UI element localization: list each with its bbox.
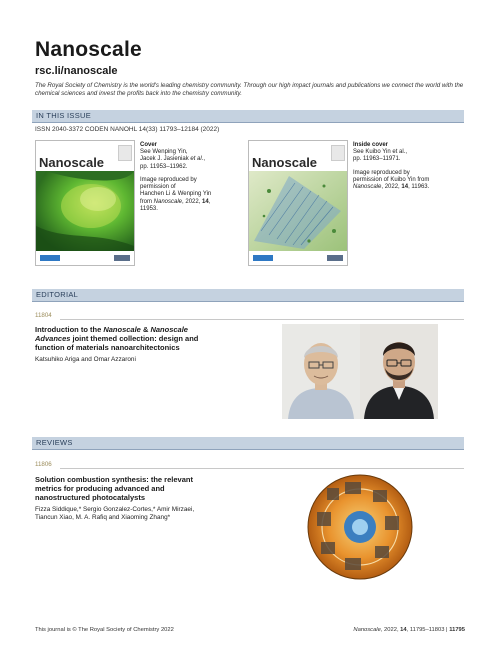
- cover-badge: [118, 145, 132, 161]
- cover-pages[interactable]: pp. 11953–11962.: [140, 163, 188, 170]
- review-page-number: 11806: [35, 461, 52, 468]
- editorial-page-number: 11804: [35, 312, 52, 319]
- rsc-logo-icon: [40, 255, 60, 261]
- journal-title: Nanoscale: [35, 38, 142, 61]
- inside-cover-credit2: permission of Kuibo Yin from: [353, 176, 430, 183]
- inside-cover-caption: [353, 142, 463, 191]
- cover-credit2: permission of: [140, 184, 176, 191]
- cover-journal-name: Nanoscale: [39, 155, 105, 170]
- section-title: EDITORIAL: [36, 290, 79, 299]
- inside-cover-pages[interactable]: pp. 11963–11971.: [353, 156, 401, 163]
- review-title[interactable]: Solution combustion synthesis: the relevant metrics for producing advanced and nanostructured photocatalysts: [35, 475, 193, 502]
- inside-cover-label: Inside cover: [353, 142, 389, 148]
- journal-url[interactable]: rsc.li/nanoscale: [35, 65, 118, 77]
- footer-citation: Nanoscale, 2022, 14, 11795–11803 | 11795: [353, 627, 465, 633]
- cover-artwork: [36, 171, 134, 251]
- publisher-logo-icon: [327, 255, 343, 261]
- cover-credit5: 11953.: [140, 206, 158, 213]
- section-bar-reviews: [32, 437, 464, 449]
- inside-cover-image[interactable]: [248, 140, 348, 266]
- cover-credit4: from Nanoscale, 2022, 14,: [140, 198, 211, 205]
- inside-cover-credit1: Image reproduced by: [353, 169, 410, 176]
- footer-page-number: 11795: [449, 627, 465, 633]
- section-title: REVIEWS: [36, 438, 73, 447]
- cover-line1: See Wenping Yin,: [140, 149, 188, 155]
- footer-copyright: This journal is © The Royal Society of Chemistry 2022: [35, 627, 174, 633]
- tagline: The Royal Society of Chemistry is the world's leading chemistry community. Through our high impact journals and publications we connect the world with the chemical sciences and invest the profits back into the chemistry community.: [35, 82, 464, 97]
- cover-image[interactable]: [35, 140, 135, 266]
- entry-rule: [60, 319, 464, 320]
- inside-cover-journal-name: Nanoscale: [252, 155, 318, 170]
- inside-cover-badge: [331, 145, 345, 161]
- publisher-logo-icon: [114, 255, 130, 261]
- cover-line2: Jacek J. Jasieniak et al.,: [140, 156, 206, 163]
- cover-caption: [140, 142, 230, 213]
- cover-label: Cover: [140, 142, 158, 148]
- section-divider: [32, 122, 464, 123]
- rsc-logo-icon: [253, 255, 273, 261]
- inside-cover-line1: See Kuibo Yin et al.,: [353, 149, 408, 155]
- section-bar-editorial: [32, 289, 464, 301]
- issn-line: ISSN 2040-3372 CODEN NANOHL 14(33) 11793–12184 (2022): [35, 126, 220, 133]
- review-authors: Fizza Siddique,* Sergio Gonzalez-Cortes,* Amir Mirzaei, Tiancun Xiao, M. A. Rafiq and Xiaoming Zhang*: [35, 506, 195, 521]
- section-divider: [32, 449, 464, 450]
- editorial-authors: Katsuhiko Ariga and Omar Azzaroni: [35, 356, 136, 363]
- inside-cover-credit3: Nanoscale, 2022, 14, 11963.: [353, 184, 430, 191]
- inside-cover-artwork: [249, 171, 347, 251]
- section-bar-in-this-issue: [32, 110, 464, 122]
- author-photo-azzaroni: [360, 324, 438, 419]
- editorial-title[interactable]: Introduction to the Nanoscale & Nanoscale Advances joint themed collection: design and function of materials nanoarchitectonics: [35, 325, 199, 352]
- author-photo-ariga: [282, 324, 360, 419]
- cover-credit3: Hanchen Li & Wenping Yin: [140, 191, 212, 198]
- section-divider: [32, 301, 464, 302]
- cover-credit1: Image reproduced by: [140, 176, 197, 183]
- review-graphical-abstract: [305, 472, 415, 582]
- section-title: IN THIS ISSUE: [36, 111, 92, 120]
- entry-rule: [60, 468, 464, 469]
